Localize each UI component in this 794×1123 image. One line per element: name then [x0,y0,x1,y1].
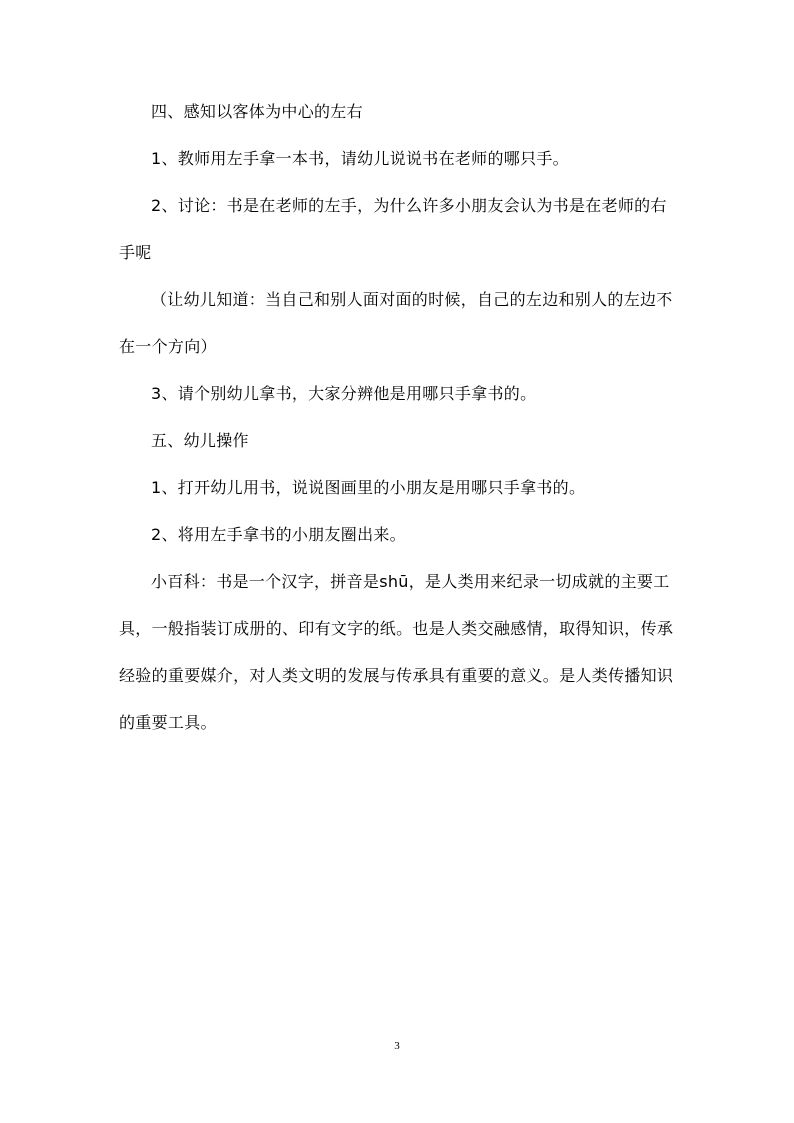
list-item: 1、教师用左手拿一本书，请幼儿说说书在老师的哪只手。 [151,149,569,168]
list-item: 1、打开幼儿用书，说说图画里的小朋友是用哪只手拿书的。 [151,478,586,497]
encyclopedia-paragraph: 小百科：书是一个汉字，拼音是shū，是人类用来纪录一切成就的主要工具，一般指装订成册的、印有文字的纸。也是人类交融感情，取得知识，传承经验的重要媒介，对人类文明的发展与传承具有重要的意义。是人类传播知识的重要工具。 [119,572,674,732]
list-item: 2、讨论：书是在老师的左手，为什么许多小朋友会认为书是在老师的右手呢 [119,196,667,262]
section-heading-operation: 五、幼儿操作 [151,431,249,450]
list-item: 3、请个别幼儿拿书，大家分辨他是用哪只手拿书的。 [151,384,537,403]
section-heading-perception: 四、感知以客体为中心的左右 [151,102,363,121]
document-body [119,88,679,746]
note-paragraph: （让幼儿知道：当自己和别人面对面的时候，自己的左边和别人的左边不在一个方向） [119,290,673,356]
list-item: 2、将用左手拿书的小朋友圈出来。 [151,525,406,544]
page-number: 3 [394,1040,400,1052]
